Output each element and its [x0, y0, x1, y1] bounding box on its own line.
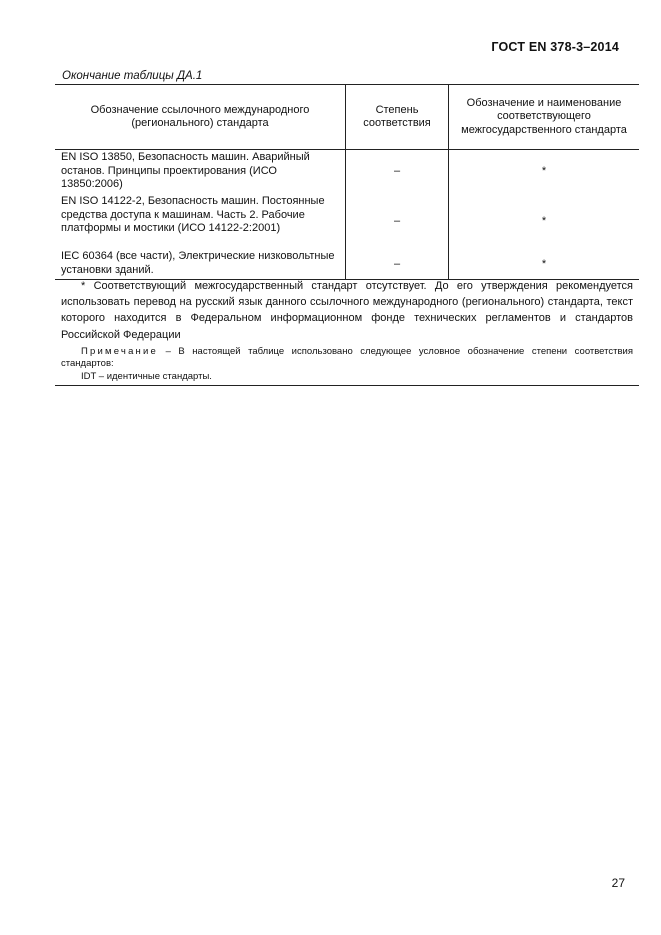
table-header-row [55, 85, 639, 150]
table-caption: Окончание таблицы ДА.1 [62, 70, 203, 82]
note-idt: IDT – идентичные стандарты. [81, 370, 212, 382]
cell-degree: – [346, 150, 449, 195]
cell-degree: – [346, 194, 449, 250]
cell-standard: EN ISO 14122-2, Безопасность машин. Постоянные средства доступа к машинам. Часть 2. Рабочие платформы и мостики (ИСО 14122-2:2001) [61, 195, 325, 234]
table-row [55, 250, 639, 280]
note-label: Примечание [81, 345, 158, 357]
cell-interstate: * [541, 215, 547, 228]
table-row [55, 150, 639, 195]
cell-standard: IEC 60364 (все части), Электрические низковольтные установки зданий. [55, 250, 346, 280]
cell-interstate: * [541, 165, 547, 178]
document-code: ГОСТ EN 378-3–2014 [491, 40, 619, 54]
column-header-interstate: Обозначение и наименование соответствующего межгосударственного стандарта [449, 85, 640, 150]
footnote: * Соответствующий межгосударственный стандарт отсутствует. До его утверждения рекомендуется использовать перевод на русский язык данного ссылочного международного (регионального) стандарта, текст которого находится в Федеральном информационном фонде технических регламентов и стандартов Российской Федерации [61, 280, 633, 341]
column-header-standard: Обозначение ссылочного международного (регионального) стандарта [55, 85, 346, 150]
note [61, 346, 633, 370]
reference-standards-table [55, 84, 639, 280]
note-text: – В настоящей таблице использовано следующее условное обозначение степени соответствия стандартов: [61, 345, 633, 369]
table-row [55, 194, 639, 250]
table-notes [55, 278, 639, 386]
cell-degree: – [346, 250, 449, 280]
column-header-degree: Степень соответствия [346, 85, 449, 150]
page-number: 27 [611, 876, 625, 890]
cell-standard: EN ISO 13850, Безопасность машин. Аварийный останов. Принципы проектирования (ИСО 13850:2006) [61, 151, 310, 190]
cell-interstate: * [449, 250, 640, 280]
